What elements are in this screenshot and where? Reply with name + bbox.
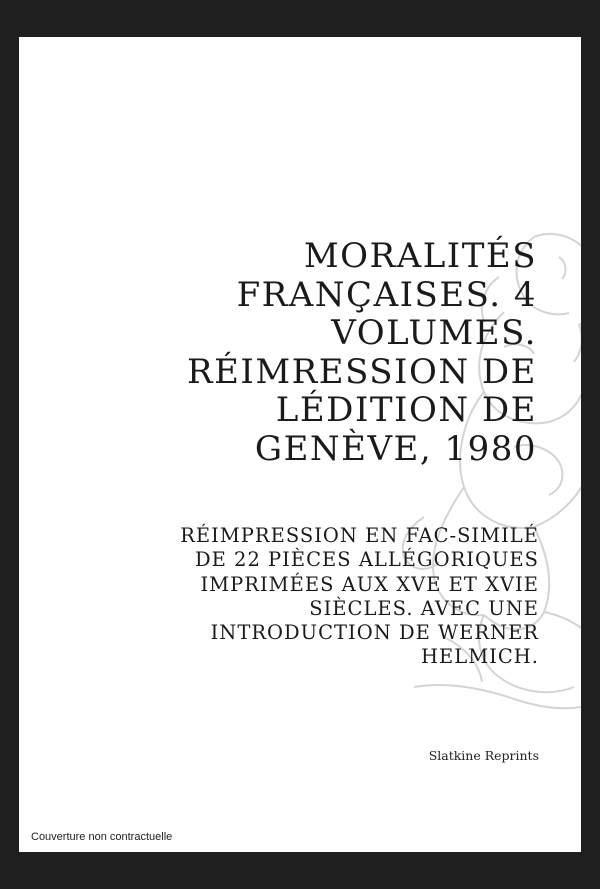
title-line: LÉDITION DE	[275, 390, 537, 430]
title-line: RÉIMRESSION DE	[186, 351, 537, 392]
book-cover-page	[19, 37, 581, 852]
title-line: VOLUMES.	[331, 313, 537, 353]
book-subtitle	[119, 524, 539, 670]
title-line: GENÈVE, 1980	[254, 428, 537, 469]
subtitle-line: DE 22 PIÈCES ALLÉGORIQUES	[194, 548, 539, 572]
subtitle-line: HELMICH.	[421, 645, 539, 669]
subtitle-line: RÉIMPRESSION EN FAC-SIMILÉ	[180, 524, 539, 547]
publisher-name: Slatkine Reprints	[428, 748, 539, 763]
cover-disclaimer: Couverture non contractuelle	[31, 831, 173, 843]
title-line: MORALITÉS	[303, 236, 537, 276]
book-title	[97, 237, 537, 468]
title-line: FRANÇAISES. 4	[236, 274, 537, 315]
subtitle-line: IMPRIMÉES AUX XVE ET XVIE	[200, 572, 539, 596]
subtitle-line: INTRODUCTION DE WERNER	[210, 621, 539, 645]
subtitle-line: SIÈCLES. AVEC UNE	[309, 596, 539, 620]
